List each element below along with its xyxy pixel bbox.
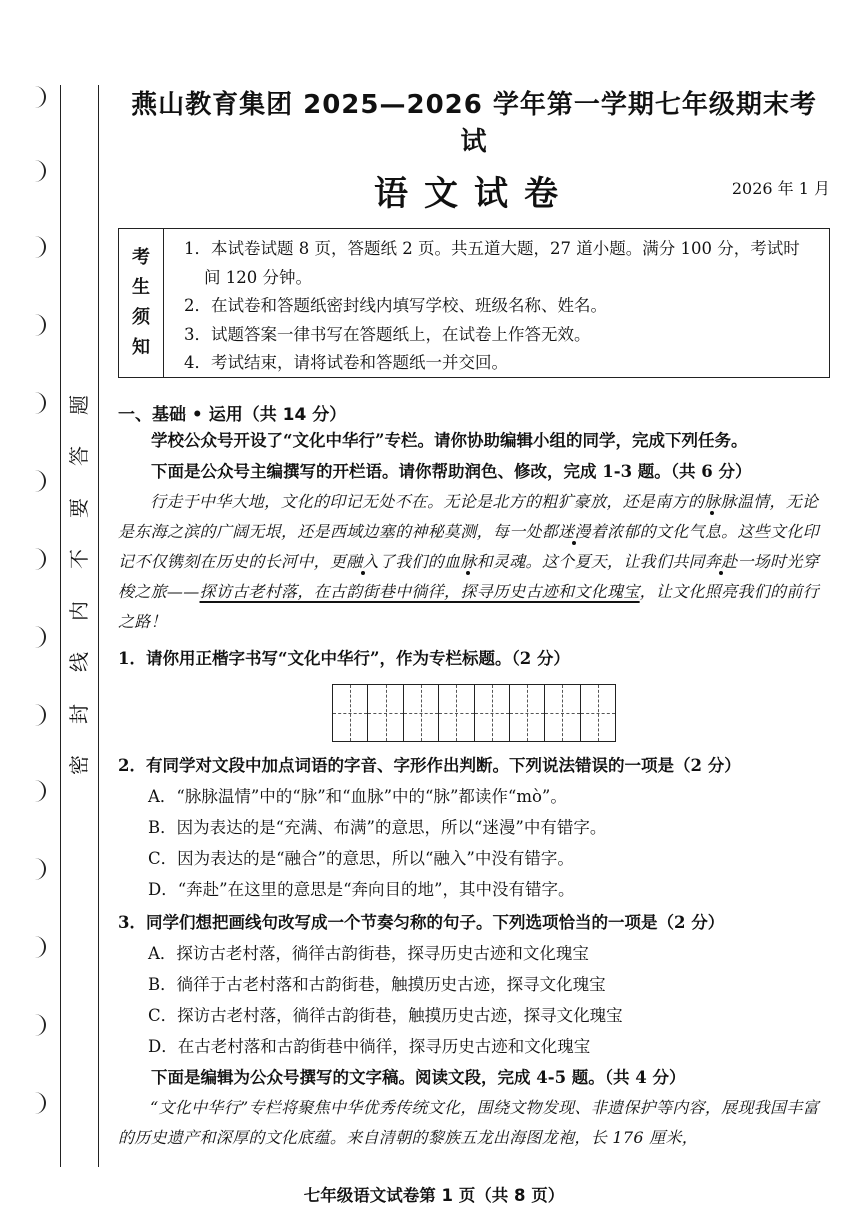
option-b: B．因为表达的是“充满、布满”的意思，所以“迷漫”中有错字。	[148, 818, 607, 837]
seal-char: 要	[67, 497, 91, 518]
passage-text: 脉	[704, 492, 721, 511]
option-c: C．探访古老村落，徜徉古韵街巷，触摸历史古迹，探寻文化瑰宝	[148, 1006, 623, 1025]
binding-hole-mark	[30, 392, 46, 414]
seal-char: 不	[67, 549, 91, 570]
binding-hole-mark	[30, 470, 46, 492]
underlined-sentence: 探访古老村落，在古韵街巷中徜徉，探寻历史古迹和文化瑰宝	[199, 582, 640, 601]
binding-hole-mark	[30, 236, 46, 258]
grid-cell[interactable]	[510, 685, 545, 741]
binding-hole-mark	[30, 780, 46, 802]
notice-items	[164, 229, 812, 377]
exam-content	[118, 80, 830, 1153]
seal-char: 线	[67, 652, 91, 673]
option-a: A．探访古老村落，徜徉古韵街巷，探寻历史古迹和文化瑰宝	[148, 944, 589, 963]
grid-cell[interactable]	[368, 685, 403, 741]
grid-cell[interactable]	[581, 685, 615, 741]
binding-hole-mark	[30, 548, 46, 570]
notice-label-char: 考	[132, 247, 150, 268]
option-d: D．“奔赴”在这里的意思是“奔向目的地”，其中没有错字。	[148, 880, 575, 899]
dotted-word: 奔赴	[704, 552, 738, 571]
subject-title: 语文试卷	[374, 174, 574, 214]
grid-cell[interactable]	[404, 685, 439, 741]
notice-item: 1．本试卷试题 8 页，答题纸 2 页。共五道大题，27 道小题。满分 100 分，考试时	[184, 239, 800, 258]
option-d: D．在古老村落和古韵街巷中徜徉，探寻历史古迹和文化瑰宝	[148, 1037, 591, 1056]
option-a: A．“脉脉温情”中的“脉”和“血脉”中的“脉”都读作“mò”。	[148, 787, 567, 806]
seal-char: 密	[67, 754, 91, 775]
binding-hole-mark	[30, 86, 46, 108]
passage-text: 了我们的血	[378, 552, 461, 571]
grid-cell[interactable]	[333, 685, 368, 741]
option-b: B．徜徉于古老村落和古韵街巷，触摸历史古迹，探寻文化瑰宝	[148, 975, 606, 994]
seal-char: 内	[67, 600, 91, 621]
passage-intro: 下面是公众号主编撰写的开栏语。请你帮助润色、修改，完成 1-3 题。（共 6 分）	[151, 462, 752, 481]
option-c: C．因为表达的是“融合”的意思，所以“融入”中没有错字。	[148, 849, 574, 868]
notice-item: 2．在试卷和答题纸密封线内填写学校、班级名称、姓名。	[184, 296, 607, 315]
opening-passage	[118, 487, 830, 637]
binding-line	[98, 85, 99, 1167]
writing-grid[interactable]	[332, 684, 616, 742]
grid-cell[interactable]	[475, 685, 510, 741]
page-footer: 七年级语文试卷第 1 页（共 8 页）	[303, 1186, 565, 1205]
seal-char: 封	[67, 703, 91, 724]
question-1: 1．请你用正楷字书写“文化中华行”，作为专栏标题。（2 分）	[118, 649, 570, 668]
notice-label-char: 生	[132, 277, 150, 298]
dotted-word: 融入	[346, 552, 379, 571]
binding-hole-mark	[30, 626, 46, 648]
subject-row	[118, 164, 830, 218]
section-intro: 学校公众号开设了“文化中华行”专栏。请你协助编辑小组的同学，完成下列任务。	[151, 431, 748, 450]
notice-label-char: 知	[132, 337, 150, 358]
binding-margin	[0, 0, 100, 1227]
notice-item: 间 120 分钟。	[204, 267, 312, 287]
passage-text: 行走于中华大地，文化的印记无处不在。无论是北方的粗犷豪放，还是南方的	[150, 492, 705, 511]
dotted-word: 脉	[460, 552, 477, 571]
exam-title: 燕山教育集团 2025—2026 学年第一学期七年级期末考试	[131, 90, 817, 157]
passage-text: ，让文化照亮我们的前行之路！	[118, 582, 819, 631]
binding-hole-mark	[30, 1014, 46, 1036]
binding-hole-mark	[30, 1092, 46, 1114]
notice-item: 3．试题答案一律书写在答题纸上，在试卷上作答无效。	[184, 324, 591, 344]
grid-cell[interactable]	[439, 685, 474, 741]
seal-char: 答	[67, 446, 91, 467]
passage-text: 和灵魂。这个夏天，让我们共同	[476, 552, 705, 571]
notice-item: 4．考试结束，请将试卷和答题纸一并交回。	[184, 353, 508, 372]
section-heading: 一、基础 • 运用（共 14 分）	[118, 405, 347, 425]
passage-text: 脉温情，无论是东海之滨的广阔无垠，还是西域边塞的神秘莫测，每一处都	[118, 492, 819, 541]
dotted-word: 迷漫	[558, 522, 591, 541]
passage-intro-45: 下面是编辑为公众号撰写的文字稿。阅读文段，完成 4-5 题。（共 4 分）	[151, 1068, 686, 1087]
notice-label	[119, 229, 164, 377]
notice-label-char: 须	[132, 307, 150, 328]
seal-char: 题	[67, 395, 91, 415]
grid-cell[interactable]	[545, 685, 580, 741]
passage-text: 一场时光穿梭之旅——	[118, 552, 819, 601]
binding-hole-mark	[30, 160, 46, 182]
seal-line-notice	[62, 395, 96, 775]
binding-hole-mark	[30, 936, 46, 958]
passage-45: “文化中华行”专栏将聚焦中华优秀传统文化，围绕文物发现、非遗保护等内容，展现我国丰富的历史遗产和深厚的文化底蕴。来自清朝的黎族五龙出海图龙袍，长 176 厘米，	[118, 1098, 819, 1147]
binding-hole-mark	[30, 314, 46, 336]
binding-hole-mark	[30, 858, 46, 880]
binding-hole-mark	[30, 704, 46, 726]
binding-line	[60, 85, 61, 1167]
question-2: 2．有同学对文段中加点词语的字音、字形作出判断。下列说法错误的一项是（2 分）	[118, 756, 741, 775]
question-3: 3．同学们想把画线句改写成一个节奏匀称的句子。下列选项恰当的一项是（2 分）	[118, 913, 725, 932]
passage-text: 着浓郁的文化气息。这些文化印记不仅镌刻在历史的长河中，更	[118, 522, 819, 571]
candidate-notice-box	[118, 228, 830, 378]
exam-date: 2026 年 1 月	[731, 179, 830, 198]
